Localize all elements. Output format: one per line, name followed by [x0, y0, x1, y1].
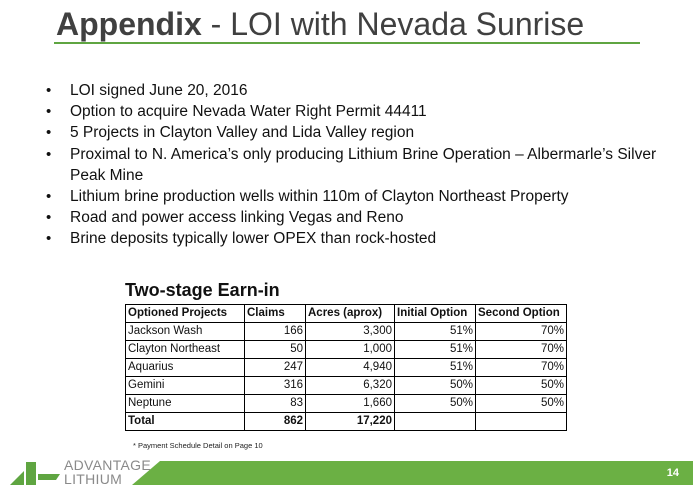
claims-cell: 83: [245, 395, 306, 413]
bullet-list: [44, 80, 684, 250]
column-header: Acres (aprox): [306, 305, 395, 323]
second-option-cell: 70%: [476, 323, 567, 341]
footnote: * Payment Schedule Detail on Page 10: [133, 441, 263, 450]
table-row: [126, 395, 567, 413]
claims-cell: 247: [245, 359, 306, 377]
bullet-item: • Lithium brine production wells within 110m of Clayton Northeast Property: [44, 186, 684, 207]
column-header: Optioned Projects: [126, 305, 245, 323]
second-option-cell: 50%: [476, 377, 567, 395]
claims-cell: 166: [245, 323, 306, 341]
slide-title: [56, 4, 584, 44]
total-label-cell: Total: [126, 413, 245, 431]
initial-option-cell: 51%: [395, 323, 476, 341]
page-number: 14: [666, 467, 679, 479]
table-header-row: [126, 305, 567, 323]
column-header: Second Option: [476, 305, 567, 323]
title-underline: [54, 42, 640, 44]
second-option-cell: 70%: [476, 359, 567, 377]
table-total-row: [126, 413, 567, 431]
total-claims-cell: 862: [245, 413, 306, 431]
table-row: [126, 323, 567, 341]
table-row: [126, 377, 567, 395]
bullet-item: • LOI signed June 20, 2016: [44, 80, 684, 101]
table-row: [126, 359, 567, 377]
bullet-item: • 5 Projects in Clayton Valley and Lida Valley region: [44, 122, 684, 143]
initial-option-cell: 51%: [395, 341, 476, 359]
initial-option-cell: 50%: [395, 395, 476, 413]
claims-cell: 316: [245, 377, 306, 395]
bullet-item: • Brine deposits typically lower OPEX than rock-hosted: [44, 228, 684, 249]
total-acres-cell: 17,220: [306, 413, 395, 431]
project-name-cell: Aquarius: [126, 359, 245, 377]
project-name-cell: Neptune: [126, 395, 245, 413]
second-option-cell: 50%: [476, 395, 567, 413]
acres-cell: 4,940: [306, 359, 395, 377]
bullet-item: • Option to acquire Nevada Water Right Permit 44411: [44, 101, 684, 122]
project-name-cell: Gemini: [126, 377, 245, 395]
claims-cell: 50: [245, 341, 306, 359]
initial-option-cell: 51%: [395, 359, 476, 377]
acres-cell: 1,660: [306, 395, 395, 413]
total-initial-option-cell: [395, 413, 476, 431]
earn-in-title: Two-stage Earn-in: [125, 280, 280, 300]
logo-line-1: ADVANTAGE: [64, 457, 151, 473]
column-header: Claims: [245, 305, 306, 323]
slide-title-bold: Appendix: [56, 6, 202, 42]
earn-in-table: [125, 304, 567, 431]
logo-line-2: LITHIUM: [64, 471, 123, 487]
initial-option-cell: 50%: [395, 377, 476, 395]
advantage-lithium-logo-icon: [10, 458, 60, 490]
bullet-item: • Road and power access linking Vegas and Reno: [44, 207, 684, 228]
acres-cell: 1,000: [306, 341, 395, 359]
project-name-cell: Jackson Wash: [126, 323, 245, 341]
acres-cell: 3,300: [306, 323, 395, 341]
bullet-item: • Proximal to N. America’s only producing Lithium Brine Operation – Albermarle’s Silver Peak Mine: [44, 144, 684, 186]
second-option-cell: 70%: [476, 341, 567, 359]
column-header: Initial Option: [395, 305, 476, 323]
footer-band: [160, 461, 693, 485]
project-name-cell: Clayton Northeast: [126, 341, 245, 359]
table-row: [126, 341, 567, 359]
total-second-option-cell: [476, 413, 567, 431]
acres-cell: 6,320: [306, 377, 395, 395]
slide-title-rest: - LOI with Nevada Sunrise: [201, 6, 585, 42]
